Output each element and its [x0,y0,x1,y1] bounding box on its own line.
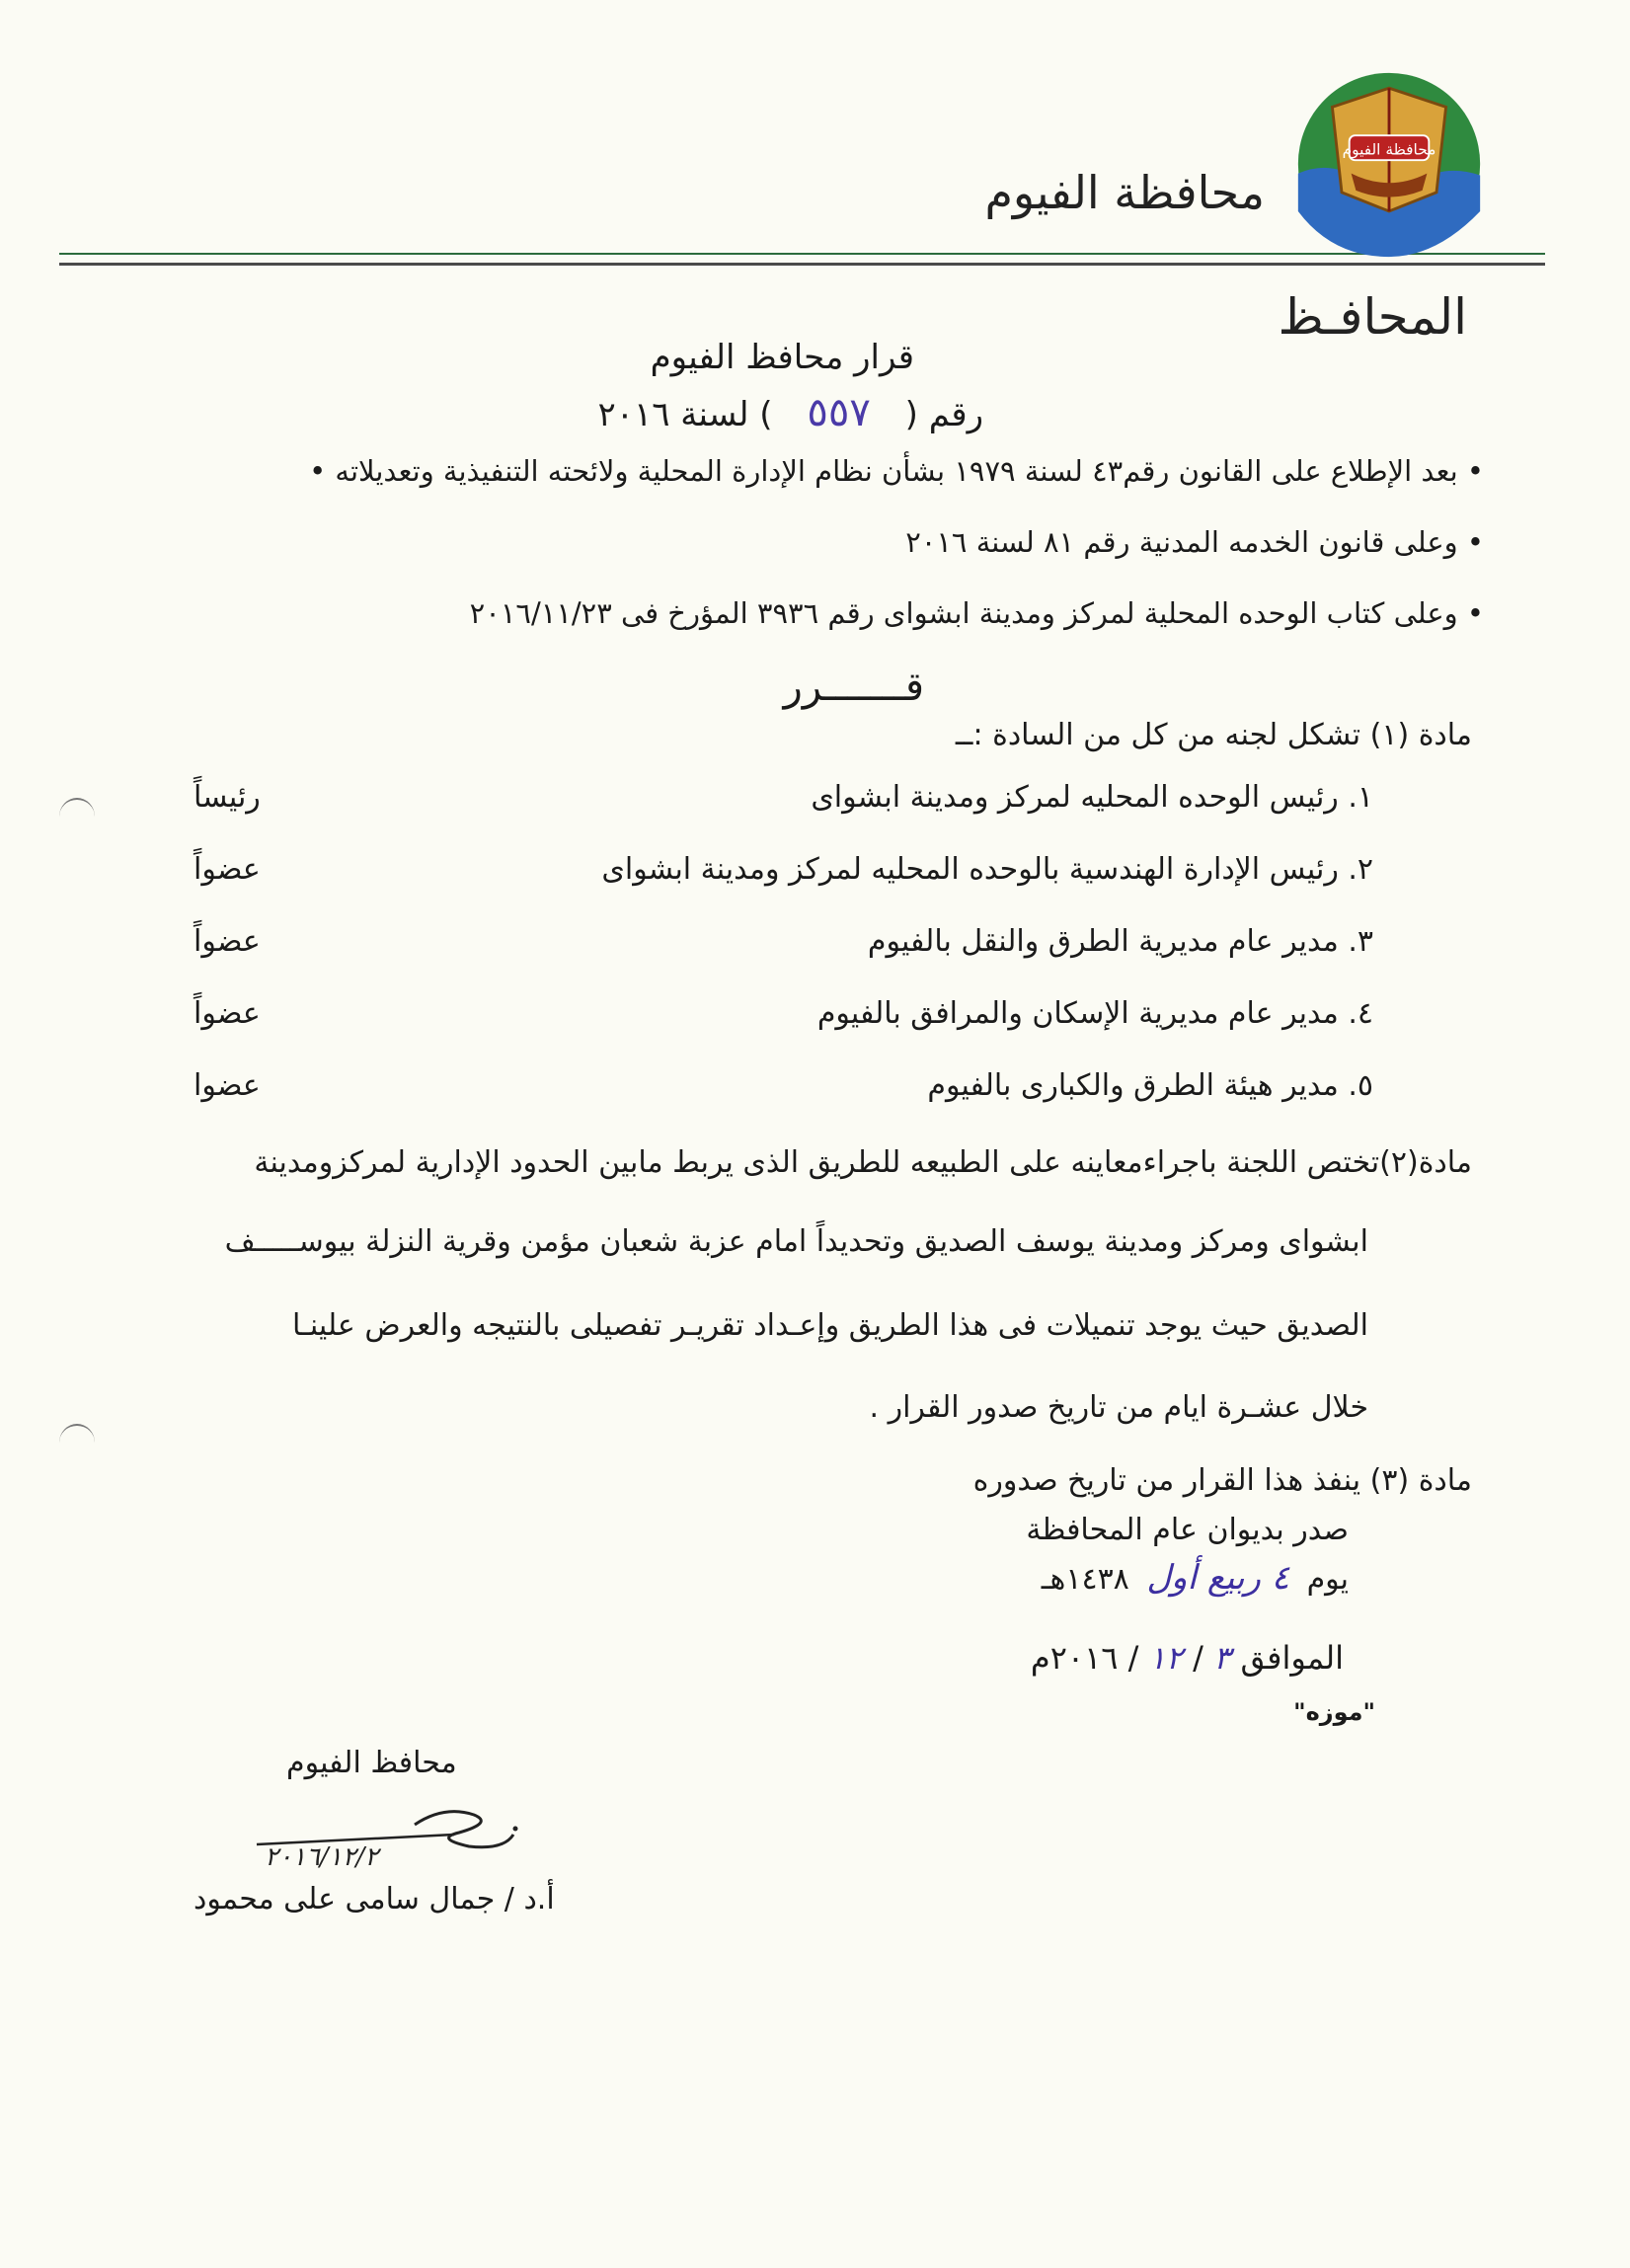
reference-note: "موزه" [1293,1698,1375,1726]
committee-member: ٤. مدير عام مديرية الإسكان والمرافق بالفيوم [816,996,1373,1031]
decree-number-handwritten: ٥٥٧ [807,390,871,435]
committee-role: عضوا [194,1068,261,1103]
committee-member: ١. رئيس الوحده المحليه لمركز ومدينة ابشواى [811,780,1373,815]
number-suffix: ) لسنة ٢٠١٦ [597,395,773,434]
preamble-line: • وعلى كتاب الوحده المحلية لمركز ومدينة ابشواى رقم ٣٩٣٦ المؤرخ فى ٢٠١٦/١١/٢٣ [469,596,1484,630]
decides-heading: قـــــــرر [783,665,924,710]
article-2-line: خلال عشـرة ايام من تاريخ صدور القرار . [869,1390,1368,1425]
committee-role: رئيساً [194,780,261,815]
hijri-prefix: يوم [1306,1562,1349,1597]
article-3: مادة (٣) ينفذ هذا القرار من تاريخ صدوره [972,1463,1472,1498]
committee-role: عضواً [194,924,261,959]
punch-hole [59,1424,95,1461]
greg-prefix: الموافق [1240,1639,1344,1677]
issued-at: صدر بديوان عام المحافظة [1026,1513,1349,1547]
decree-number-line [597,390,983,435]
governorate-seal-icon [1294,69,1484,259]
committee-role: عضواً [194,852,261,887]
office-title: المحافـظ [1278,288,1467,346]
committee-member: ٥. مدير هيئة الطرق والكبارى بالفيوم [927,1068,1373,1103]
signatory-title: محافظ الفيوم [286,1746,457,1780]
preamble-line: • بعد الإطلاع على القانون رقم٤٣ لسنة ١٩٧٩ بشأن نظام الإدارة المحلية ولائحته التنفيذية وتعديلاته • [309,454,1484,488]
number-prefix: رقم ( [904,395,983,434]
greg-month: ١٢ [1148,1639,1183,1677]
committee-role: عضواً [194,996,261,1031]
decree-title: قرار محافظ الفيوم [650,338,914,377]
committee-member: ٢. رئيس الإدارة الهندسية بالوحده المحليه لمركز ومدينة ابشواى [601,852,1373,887]
signature-date: ٢٠١٦/١٢/٢ [265,1842,379,1872]
gregorian-date: الموافق ٣ / ١٢ / ٢٠١٦م [1030,1639,1344,1677]
article-1: مادة (١) تشكل لجنه من كل من السادة :ــ [955,718,1472,752]
hijri-suffix: ١٤٣٨هـ [1041,1562,1129,1597]
signatory-name: أ.د / جمال سامى على محمود [194,1882,555,1916]
punch-hole [59,798,95,835]
article-2-line: ابشواى ومركز ومدينة يوسف الصديق وتحديداً امام عزبة شعبان مؤمن وقرية النزلة بيوســـــف [224,1224,1368,1259]
hijri-handwritten: ٤ ربيع أول [1146,1558,1290,1598]
seal-text: محافظة الفيوم [1342,140,1436,159]
committee-member: ٣. مدير عام مديرية الطرق والنقل بالفيوم [867,924,1373,959]
hijri-date [1042,1558,1349,1598]
governorate-title: محافظة الفيوم [984,166,1265,219]
article-2: مادة(٢)تختص اللجنة باجراءمعاينه على الطبيعه للطريق الذى يربط مابين الحدود الإدارية لمركزومدينة [254,1145,1472,1180]
greg-day: ٣ [1213,1639,1231,1677]
article-2-line: الصديق حيث يوجد تنميلات فى هذا الطريق وإعـداد تقريـر تفصيلى بالنتيجه والعرض علينـا [291,1308,1368,1343]
greg-year: ٢٠١٦م [1030,1639,1119,1677]
preamble-line: • وعلى قانون الخدمه المدنية رقم ٨١ لسنة ٢٠١٦ [905,525,1484,559]
header-rule-dark [59,263,1545,266]
